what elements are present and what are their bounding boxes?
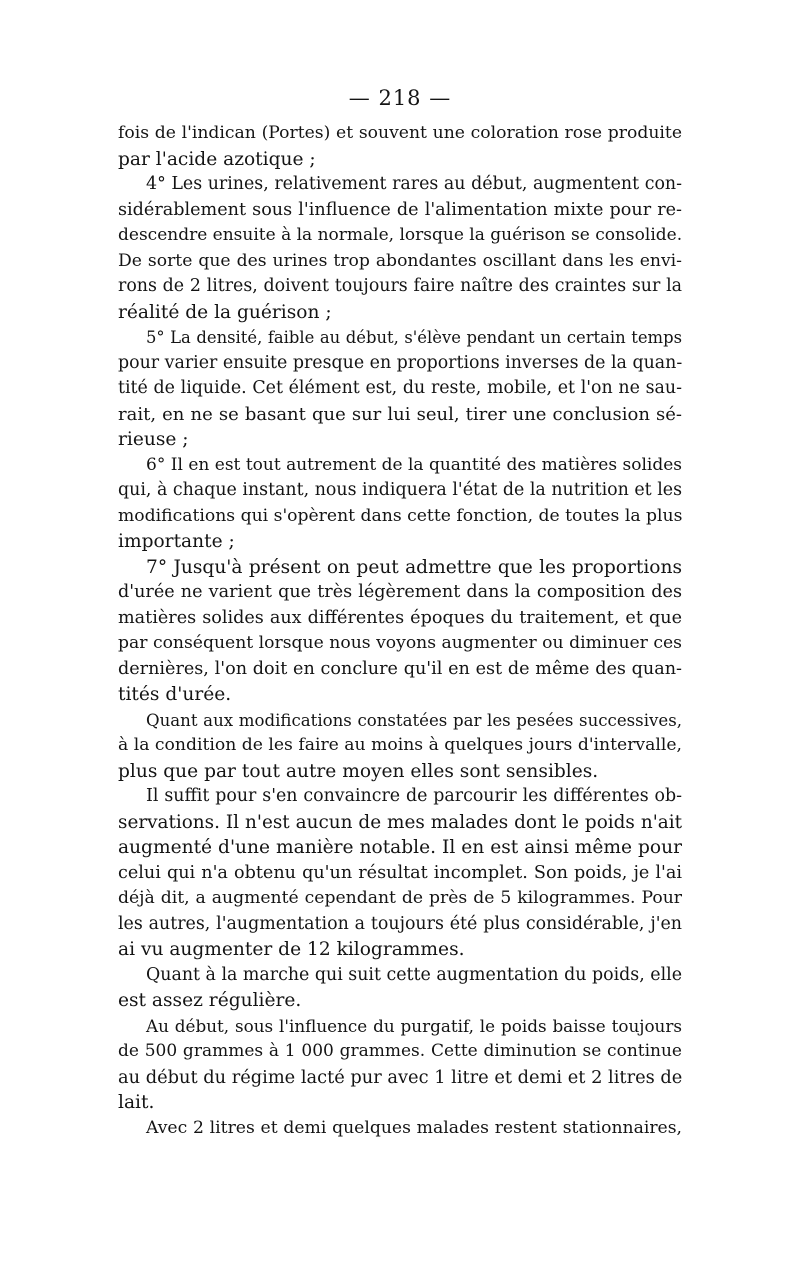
text-line: par conséquent lorsque nous voyons augmenter ou diminuer ces: [118, 633, 682, 653]
text-line: rieuse ;: [118, 429, 189, 450]
text-line: fois de l'indican (Portes) et souvent une coloration rose produite: [118, 123, 682, 143]
text-line: tités d'urée.: [118, 684, 232, 705]
text-line: lait.: [118, 1092, 155, 1113]
text-line: au début du régime lacté pur avec 1 litre et demi et 2 litres de: [118, 1066, 682, 1088]
text-line: Quant à la marche qui suit cette augmentation du poids, elle: [146, 964, 682, 985]
text-line: importante ;: [118, 531, 235, 552]
text-line: Au début, sous l'influence du purgatif, le poids baisse toujours: [146, 1015, 682, 1036]
body-text: [118, 121, 682, 1141]
text-line: par l'acide azotique ;: [118, 148, 316, 170]
text-line: rons de 2 litres, doivent toujours faire naître des craintes sur la: [118, 276, 682, 296]
text-line: Il suffit pour s'en convaincre de parcourir les différentes ob-: [146, 786, 682, 806]
text-line: est assez régulière.: [118, 990, 302, 1011]
text-line: Avec 2 litres et demi quelques malades restent stationnaires,: [146, 1117, 682, 1138]
text-line: augmenté d'une manière notable. Il en est ainsi même pour: [118, 837, 682, 858]
text-line: De sorte que des urines trop abondantes oscillant dans les envi-: [118, 250, 682, 271]
text-line: les autres, l'augmentation a toujours été plus considérable, j'en: [118, 913, 682, 934]
text-line: 7° Jusqu'à présent on peut admettre que les proportions: [146, 556, 682, 578]
text-line: rait, en ne se basant que sur lui seul, tirer une conclusion sé-: [118, 403, 682, 425]
text-line: tité de liquide. Cet élément est, du reste, mobile, et l'on ne sau-: [118, 378, 682, 398]
text-line: Quant aux modifications constatées par les pesées successives,: [146, 710, 682, 730]
text-line: 6° Il en est tout autrement de la quantité des matières solides: [146, 454, 682, 475]
text-line: 5° La densité, faible au début, s'élève pendant un certain temps: [146, 328, 682, 347]
text-line: servations. Il n'est aucun de mes malades dont le poids n'ait: [118, 811, 682, 833]
text-line: celui qui n'a obtenu qu'un résultat incomplet. Son poids, je l'ai: [118, 862, 682, 883]
text-line: pour varier ensuite presque en proportions inverses de la quan-: [118, 352, 682, 373]
text-line: matières solides aux différentes époques du traitement, et que: [118, 607, 682, 628]
text-line: modifications qui s'opèrent dans cette fonction, de toutes la plus: [118, 505, 682, 526]
text-line: de 500 grammes à 1 000 grammes. Cette diminution se continue: [118, 1041, 682, 1061]
text-line: plus que par tout autre moyen elles sont sensibles.: [118, 760, 599, 782]
text-line: ai vu augmenter de 12 kilogrammes.: [118, 939, 465, 960]
text-line: à la condition de les faire au moins à quelques jours d'intervalle,: [118, 735, 682, 755]
text-line: dernières, l'on doit en conclure qu'il en est de même des quan-: [118, 658, 682, 679]
text-line: sidérablement sous l'influence de l'alimentation mixte pour re-: [118, 199, 682, 220]
text-line: déjà dit, a augmenté cependant de près de 5 kilogrammes. Pour: [118, 888, 682, 908]
text-line: descendre ensuite à la normale, lorsque la guérison se consolide.: [118, 225, 682, 245]
text-line: 4° Les urines, relativement rares au début, augmentent con-: [146, 174, 682, 194]
page-number: — 218 —: [348, 86, 452, 110]
text-line: d'urée ne varient que très légèrement dans la composition des: [118, 582, 682, 602]
text-line: réalité de la guérison ;: [118, 301, 332, 323]
text-line: qui, à chaque instant, nous indiquera l'état de la nutrition et les: [118, 480, 682, 500]
